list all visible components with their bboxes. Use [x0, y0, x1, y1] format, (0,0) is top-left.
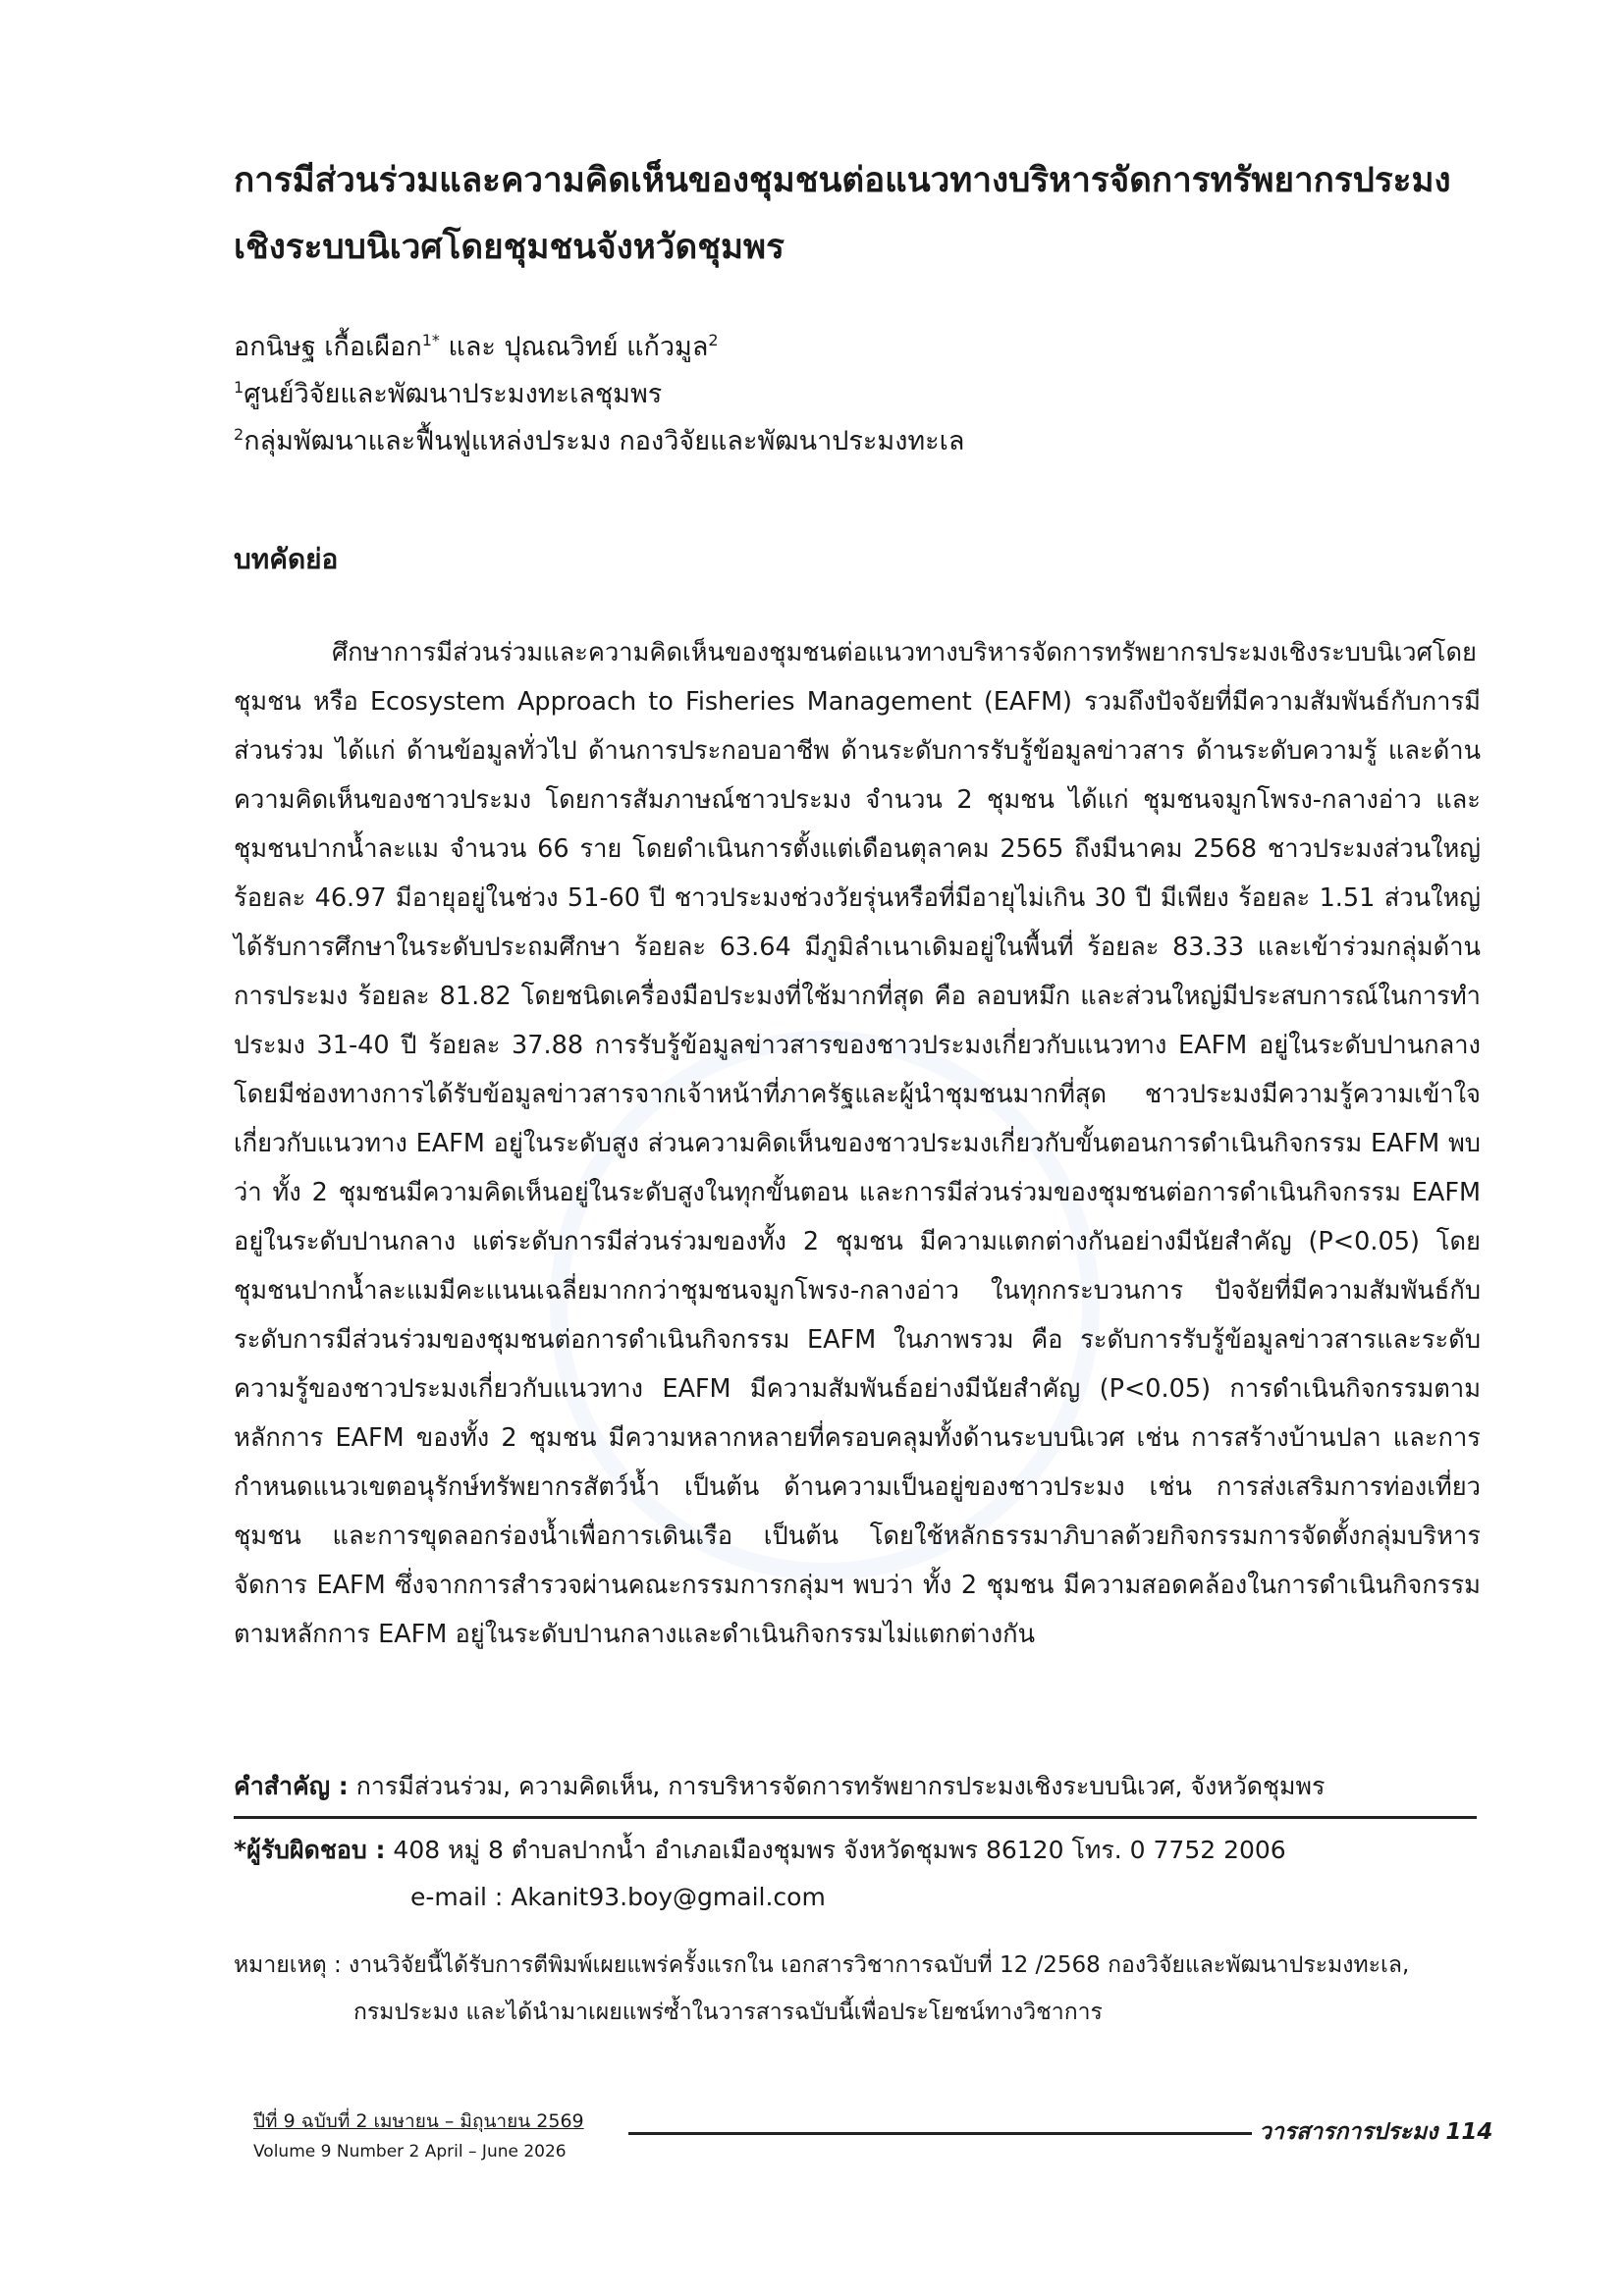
authors-block — [234, 324, 1412, 465]
divider-rule — [234, 1816, 1477, 1819]
title-line-1: การมีส่วนร่วมและความคิดเห็นของชุมชนต่อแนวทางบริหารจัดการทรัพยากรประมง — [234, 161, 1451, 200]
author-2: ปุณณวิทย์ แก้วมูล — [504, 332, 709, 362]
footer-issue-en: Volume 9 Number 2 April – June 2026 — [253, 2142, 567, 2162]
correspondence-email[interactable]: e-mail : Akanit93.boy@gmail.com — [410, 1883, 826, 1911]
title-line-2: เชิงระบบนิเวศโดยชุมชนจังหวัดชุมพร — [234, 228, 785, 267]
keywords-text: การมีส่วนร่วม, ความคิดเห็น, การบริหารจัดการทรัพยากรประมงเชิงระบบนิเวศ, จังหวัดชุมพร — [348, 1772, 1326, 1800]
correspondence-label: *ผู้รับผิดชอบ : — [234, 1836, 386, 1864]
note-line-1: หมายเหตุ : งานวิจัยนี้ได้รับการตีพิมพ์เผยแพร่ครั้งแรกใน เอกสารวิชาการฉบับที่ 12 /2568 กองวิจัยและพัฒนาประมงทะเล, — [234, 1952, 1410, 1978]
affiliation-2 — [234, 418, 1412, 465]
affiliation-2-text: กลุ่มพัฒนาและฟื้นฟูแหล่งประมง กองวิจัยและพัฒนาประมงทะเล — [244, 426, 965, 456]
author-1: อกนิษฐ เกื้อเผือก — [234, 332, 422, 362]
author-2-sup: 2 — [708, 331, 719, 349]
author-line — [234, 324, 1412, 371]
author-and: และ — [439, 332, 505, 362]
affiliation-1-text: ศูนย์วิจัยและพัฒนาประมงทะเลชุมพร — [244, 379, 663, 409]
paper-title — [234, 147, 1510, 281]
correspondence-address: 408 หมู่ 8 ตำบลปากน้ำ อำเภอเมืองชุมพร จังหวัดชุมพร 86120 โทร. 0 7752 2006 — [385, 1836, 1286, 1864]
abstract-heading: บทคัดย่อ — [234, 543, 339, 575]
keywords — [234, 1767, 1481, 1806]
keywords-label: คำสำคัญ : — [234, 1772, 349, 1800]
author-1-sup: 1* — [421, 331, 440, 349]
affiliation-1 — [234, 371, 1412, 418]
correspondence — [234, 1828, 1481, 1873]
footer-journal-page: วารสารการประมง 114 — [1259, 2119, 1493, 2145]
abstract-body: ศึกษาการมีส่วนร่วมและความคิดเห็นของชุมชนต่อแนวทางบริหารจัดการทรัพยากรประมงเชิงระบบนิเวศโดยชุมชน หรือ Ecosystem Approach to Fisheries Management (EAFM) รวมถึงปัจจัยที่มีความสัมพันธ์กับการมีส่วนร่วม ได้แก่ ด้านข้อมูลทั่วไป ด้านการประกอบอาชีพ ด้านระดับการรับรู้ข้อมูลข่าวสาร ด้านระดับความรู้ และด้านความคิดเห็นของชาวประมง โดยการสัมภาษณ์ชาวประมง จำนวน 2 ชุมชน ได้แก่ ชุมชนจมูกโพรง-กลางอ่าว และชุมชนปากน้ำละแม จำนวน 66 ราย โดยดำเนินการตั้งแต่เดือนตุลาคม 2565 ถึงมีนาคม 2568 ชาวประมงส่วนใหญ่ ร้อยละ 46.97 มีอายุอยู่ในช่วง 51-60 ปี ชาวประมงช่วงวัยรุ่นหรือที่มีอายุไม่เกิน 30 ปี มีเพียง ร้อยละ 1.51 ส่วนใหญ่ได้รับการศึกษาในระดับประถมศึกษา ร้อยละ 63.64 มีภูมิลำเนาเดิมอยู่ในพื้นที่ ร้อยละ 83.33 และเข้าร่วมกลุ่มด้านการประมง ร้อยละ 81.82 โดยชนิดเครื่องมือประมงที่ใช้มากที่สุด คือ ลอบหมึก และส่วนใหญ่มีประสบการณ์ในการทำประมง 31-40 ปี ร้อยละ 37.88 การรับรู้ข้อมูลข่าวสารของชาวประมงเกี่ยวกับแนวทาง EAFM อยู่ในระดับปานกลาง โดยมีช่องทางการได้รับข้อมูลข่าวสารจากเจ้าหน้าที่ภาครัฐและผู้นำชุมชนมากที่สุด ชาวประมงมีความรู้ความเข้าใจเกี่ยวกับแนวทาง EAFM อยู่ในระดับสูง ส่วนความคิดเห็นของชาวประมงเกี่ยวกับขั้นตอนการดำเนินกิจกรรม EAFM พบว่า ทั้ง 2 ชุมชนมีความคิดเห็นอยู่ในระดับสูงในทุกขั้นตอน และการมีส่วนร่วมของชุมชนต่อการดำเนินกิจกรรม EAFM อยู่ในระดับปานกลาง แต่ระดับการมีส่วนร่วมของทั้ง 2 ชุมชน มีความแตกต่างกันอย่างมีนัยสำคัญ (P<0.05) โดยชุมชนปากน้ำละแมมีคะแนนเฉลี่ยมากกว่าชุมชนจมูกโพรง-กลางอ่าว ในทุกกระบวนการ ปัจจัยที่มีความสัมพันธ์กับระดับการมีส่วนร่วมของชุมชนต่อการดำเนินกิจกรรม EAFM ในภาพรวม คือ ระดับการรับรู้ข้อมูลข่าวสารและระดับความรู้ของชาวประมงเกี่ยวกับแนวทาง EAFM มีความสัมพันธ์อย่างมีนัยสำคัญ (P<0.05) การดำเนินกิจกรรมตามหลักการ EAFM ของทั้ง 2 ชุมชน มีความหลากหลายที่ครอบคลุมทั้งด้านระบบนิเวศ เช่น การสร้างบ้านปลา และการกำหนดแนวเขตอนุรักษ์ทรัพยากรสัตว์น้ำ เป็นต้น ด้านความเป็นอยู่ของชาวประมง เช่น การส่งเสริมการท่องเที่ยวชุมชน และการขุดลอกร่องน้ำเพื่อการเดินเรือ เป็นต้น โดยใช้หลักธรรมาภิบาลด้วยกิจกรรมการจัดตั้งกลุ่มบริหารจัดการ EAFM ซึ่งจากการสำรวจผ่านคณะกรรมการกลุ่มฯ พบว่า ทั้ง 2 ชุมชน มีความสอดคล้องในการดำเนินกิจกรรมตามหลักการ EAFM อยู่ในระดับปานกลางและดำเนินกิจกรรมไม่แตกต่างกัน — [234, 638, 1481, 1649]
footer-rule — [628, 2132, 1252, 2135]
affiliation-2-sup: 2 — [234, 425, 244, 444]
affiliation-1-sup: 1 — [234, 378, 244, 397]
note — [234, 1942, 1510, 2036]
note-line-2: กรมประมง และได้นำมาเผยแพร่ซ้ำในวารสารฉบับนี้เพื่อประโยชน์ทางวิชาการ — [353, 2000, 1103, 2025]
footer-issue-th: ปีที่ 9 ฉบับที่ 2 เมษายน – มิถุนายน 2569 — [253, 2110, 584, 2132]
